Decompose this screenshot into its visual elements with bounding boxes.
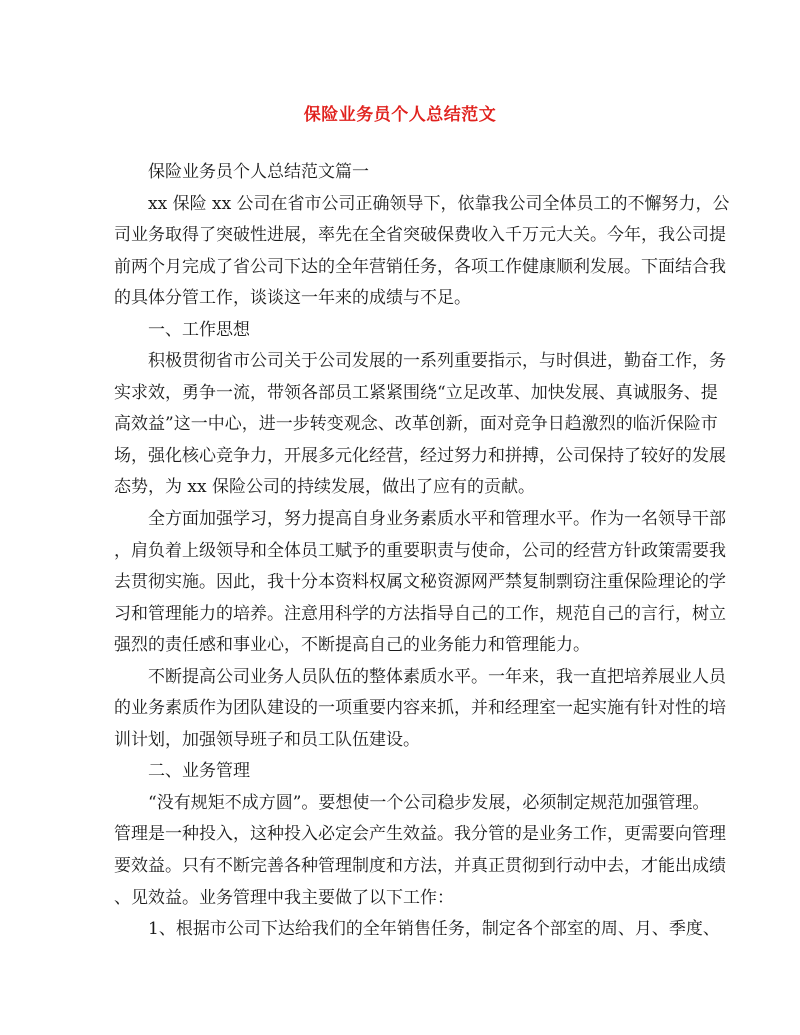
paragraph-line: 不断提高公司业务人员队伍的整体素质水平。一年来，我一直把培养展业人员 <box>148 666 726 687</box>
paragraph-line: 的业务素质作为团队建设的一项重要内容来抓，并和经理室一起实施有针对性的培 <box>114 698 726 719</box>
document-title: 保险业务员个人总结范文 <box>303 105 497 125</box>
paragraph-line: 习和管理能力的培养。注意用科学的方法指导自己的工作，规范自己的言行，树立 <box>114 603 726 624</box>
paragraph-line: 场，强化核心竞争力，开展多元化经营，经过努力和拼搏，公司保持了较好的发展 <box>114 445 726 466</box>
paragraph-line: 去贯彻实施。因此，我十分本资料权属文秘资源网严禁复制剽窃注重保险理论的学 <box>114 572 726 593</box>
paragraph-line: xx 保险 xx 公司在省市公司正确领导下，依靠我公司全体员工的不懈努力，公 <box>148 193 730 214</box>
document-body <box>114 157 730 946</box>
paragraph-line: 1、根据市公司下达给我们的全年销售任务，制定各个部室的周、月、季度、 <box>148 919 720 940</box>
paragraph-line: 司业务取得了突破性进展，率先在全省突破保费收入千万元大关。今年，我公司提 <box>114 225 726 246</box>
paragraph-line: 实求效，勇争一流，带领各部员工紧紧围绕“立足改革、加快发展、真诚服务、提 <box>114 382 718 403</box>
paragraph-line: 前两个月完成了省公司下达的全年营销任务，各项工作健康顺利发展。下面结合我 <box>114 256 726 277</box>
paragraph-line: 全方面加强学习，努力提高自身业务素质水平和管理水平。作为一名领导干部 <box>148 509 726 530</box>
paragraph-line: ，肩负着上级领导和全体员工赋予的重要职责与使命，公司的经营方针政策需要我 <box>114 540 726 561</box>
paragraph-line: 一、工作思想 <box>148 319 250 340</box>
paragraph-line: 保险业务员个人总结范文篇一 <box>148 162 369 182</box>
paragraph-line: 管理是一种投入，这种投入必定会产生效益。我分管的是业务工作，更需要向管理 <box>114 824 726 845</box>
paragraph-line: 态势，为 xx 保险公司的持续发展，做出了应有的贡献。 <box>114 477 535 498</box>
paragraph-line: “没有规矩不成方圆”。要想使一个公司稳步发展，必须制定规范加强管理。 <box>148 792 710 813</box>
paragraph-line: 强烈的责任感和事业心，不断提高自己的业务能力和管理能力。 <box>114 635 590 656</box>
paragraph-line: 二、业务管理 <box>148 761 250 782</box>
paragraph-line: 的具体分管工作，谈谈这一年来的成绩与不足。 <box>114 288 471 309</box>
paragraph-line: 高效益”这一中心，进一步转变观念、改革创新，面对竞争日趋激烈的临沂保险市 <box>114 414 718 435</box>
paragraph-line: 、见效益。业务管理中我主要做了以下工作： <box>114 887 454 908</box>
paragraph-line: 要效益。只有不断完善各种管理制度和方法，并真正贯彻到行动中去，才能出成绩 <box>114 856 726 877</box>
paragraph-line: 训计划，加强领导班子和员工队伍建设。 <box>114 729 420 750</box>
paragraph-line: 积极贯彻省市公司关于公司发展的一系列重要指示，与时俱进，勤奋工作，务 <box>148 351 726 372</box>
